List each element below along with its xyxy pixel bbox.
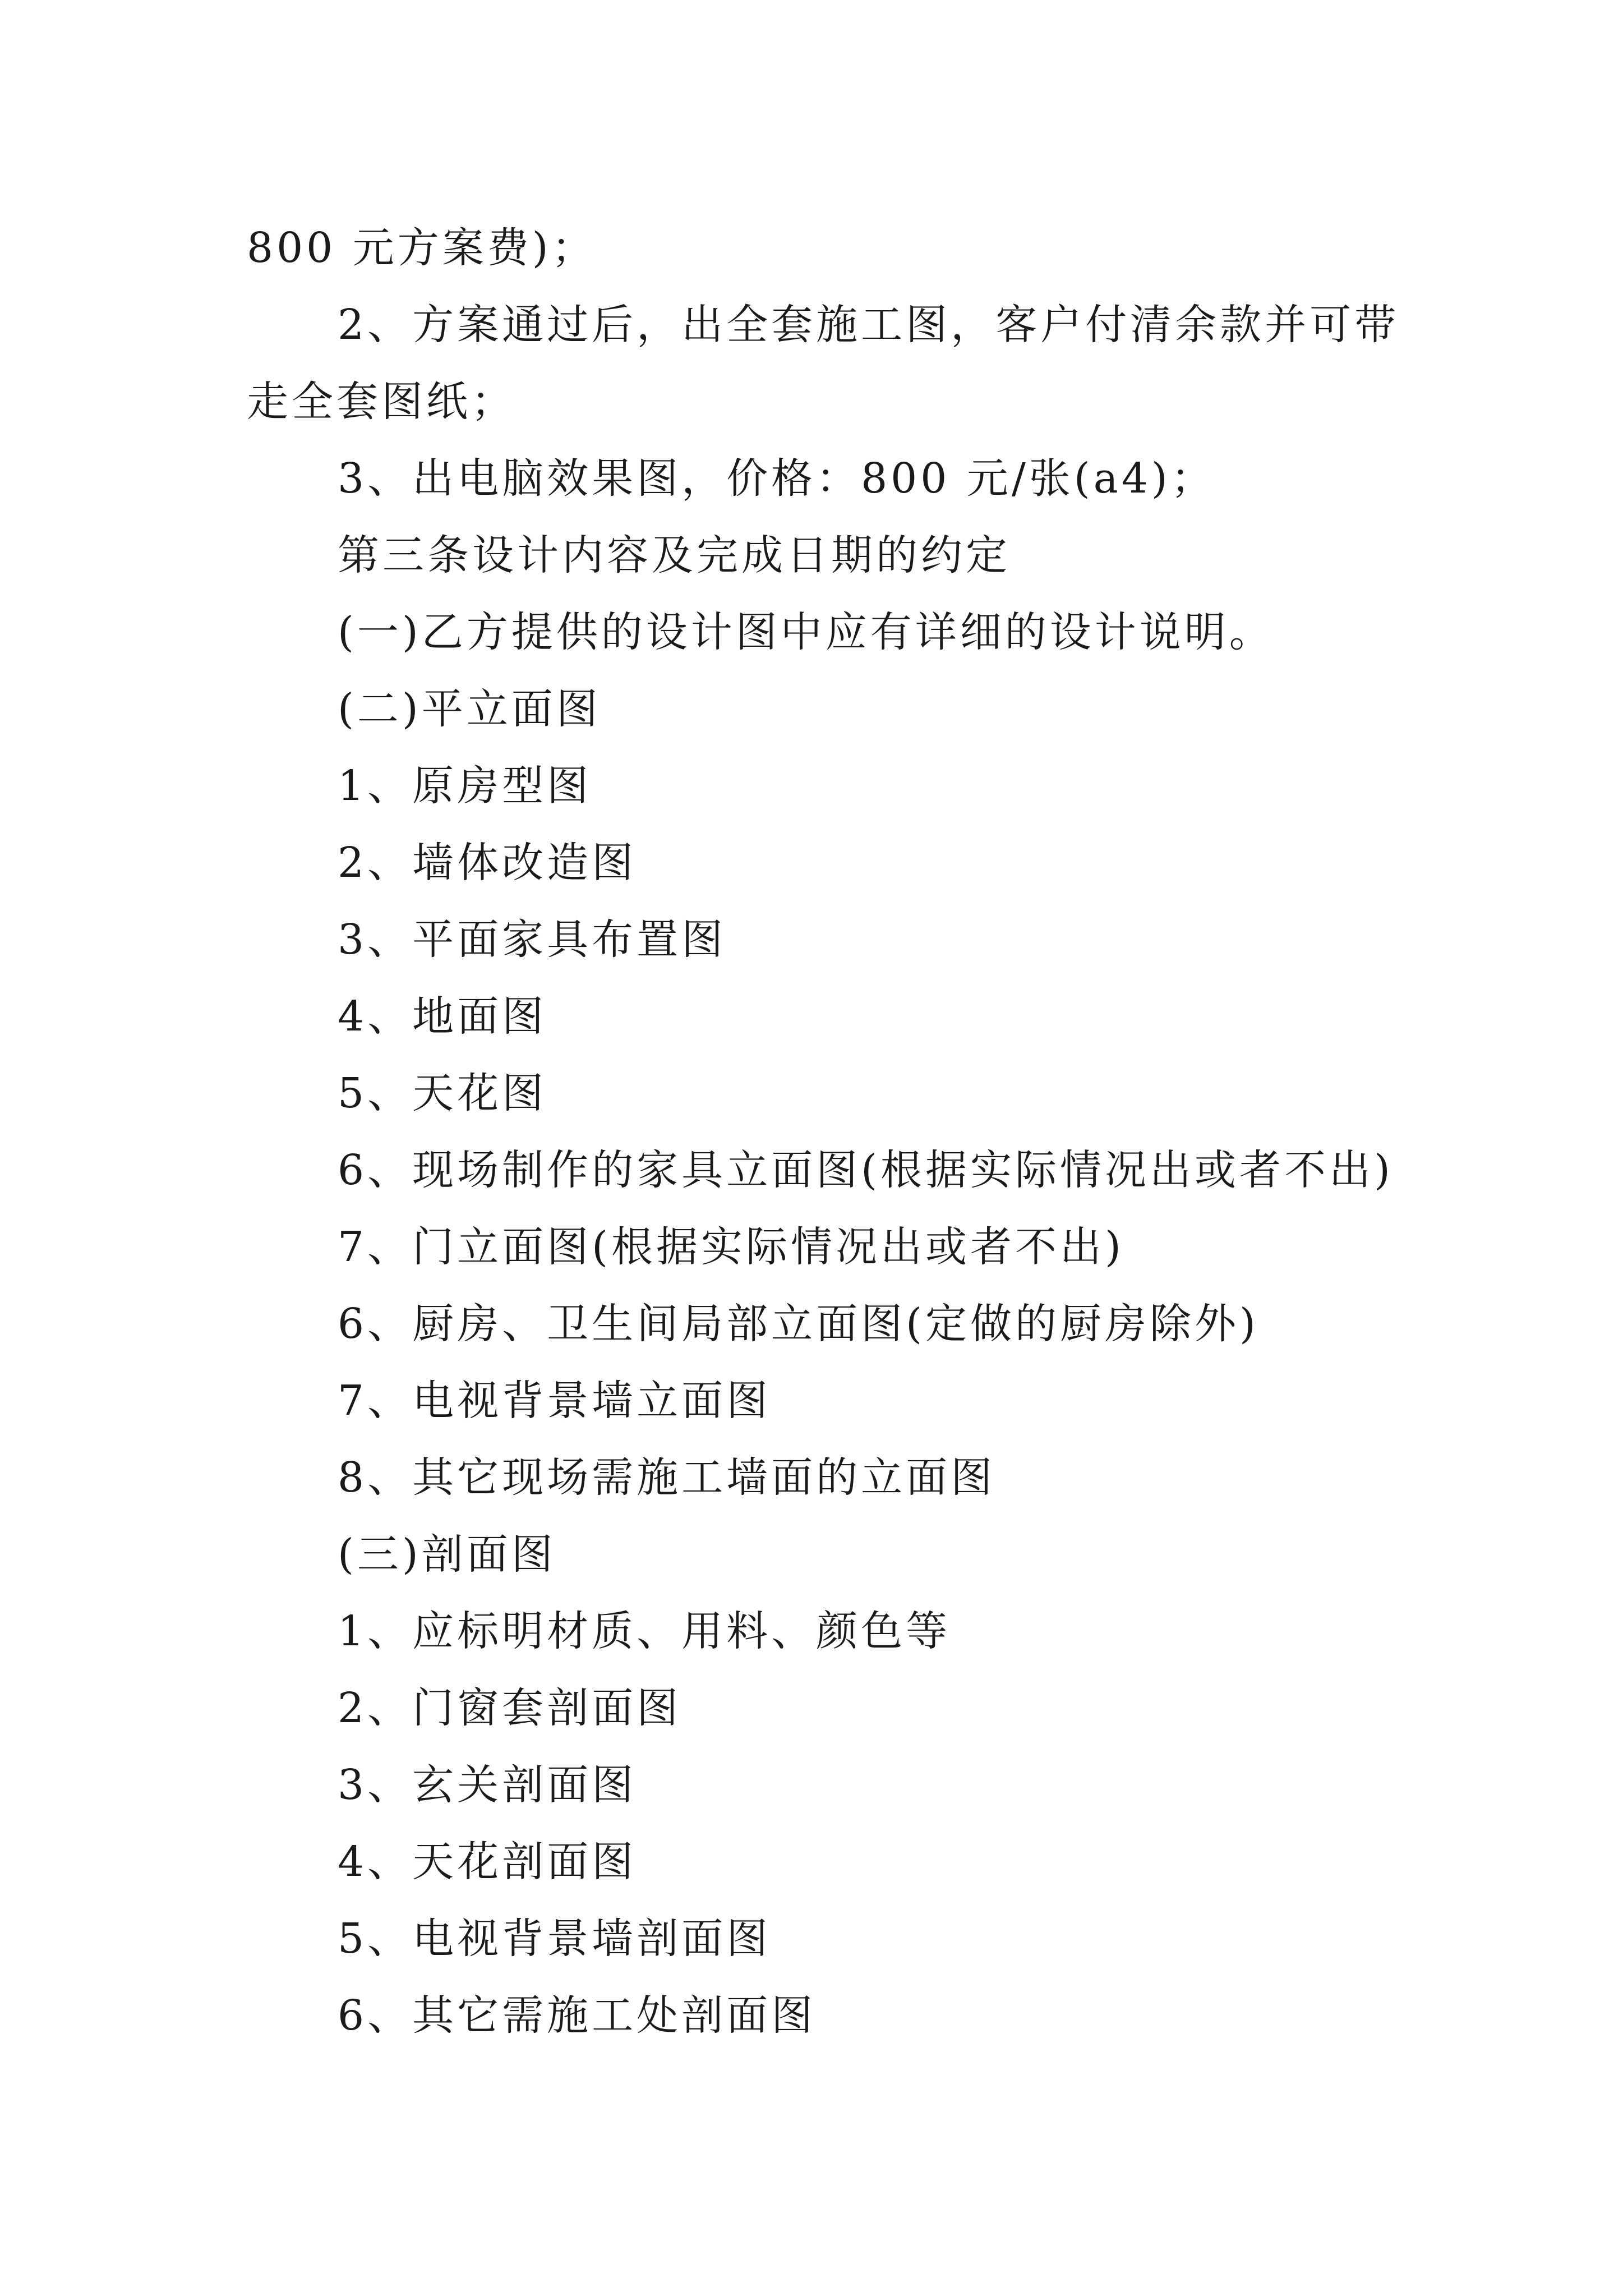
- list-item: 4、天花剖面图: [338, 1838, 637, 1886]
- list-item: 5、电视背景墙剖面图: [338, 1915, 772, 1963]
- subsection-heading: (二)平立面图: [338, 685, 601, 733]
- list-item: 2、墙体改造图: [338, 839, 637, 887]
- list-item: 6、现场制作的家具立面图(根据实际情况出或者不出): [338, 1146, 1394, 1194]
- list-item: 4、地面图: [338, 992, 547, 1041]
- list-item: 7、门立面图(根据实际情况出或者不出): [338, 1223, 1124, 1271]
- text-line: 3、出电脑效果图，价格：800 元/张(a4)；: [338, 454, 1216, 503]
- list-item: 3、平面家具布置图: [338, 915, 727, 964]
- list-item: 6、厨房、卫生间局部立面图(定做的厨房除外): [338, 1300, 1259, 1348]
- text-line: 800 元方案费)；: [247, 224, 597, 272]
- subsection-heading: (三)剖面图: [338, 1530, 556, 1579]
- list-item: 5、天花图: [338, 1069, 547, 1117]
- document-body: [247, 210, 1400, 2054]
- list-item: 7、电视背景墙立面图: [338, 1377, 772, 1425]
- list-item: 8、其它现场需施工墙面的立面图: [338, 1453, 996, 1502]
- text-line: (一)乙方提供的设计图中应有详细的设计说明。: [338, 608, 1274, 656]
- list-item: 2、门窗套剖面图: [338, 1684, 682, 1732]
- list-item: 6、其它需施工处剖面图: [338, 1991, 817, 2040]
- section-heading: 第三条设计内容及完成日期的约定: [338, 531, 1011, 579]
- list-item: 1、应标明材质、用料、颜色等: [338, 1607, 951, 1655]
- list-item: 1、原房型图: [338, 762, 592, 810]
- list-item: 3、玄关剖面图: [338, 1761, 637, 1809]
- text-line: 走全套图纸；: [247, 378, 516, 426]
- text-line: 2、方案通过后，出全套施工图，客户付清余款并可带: [338, 301, 1400, 349]
